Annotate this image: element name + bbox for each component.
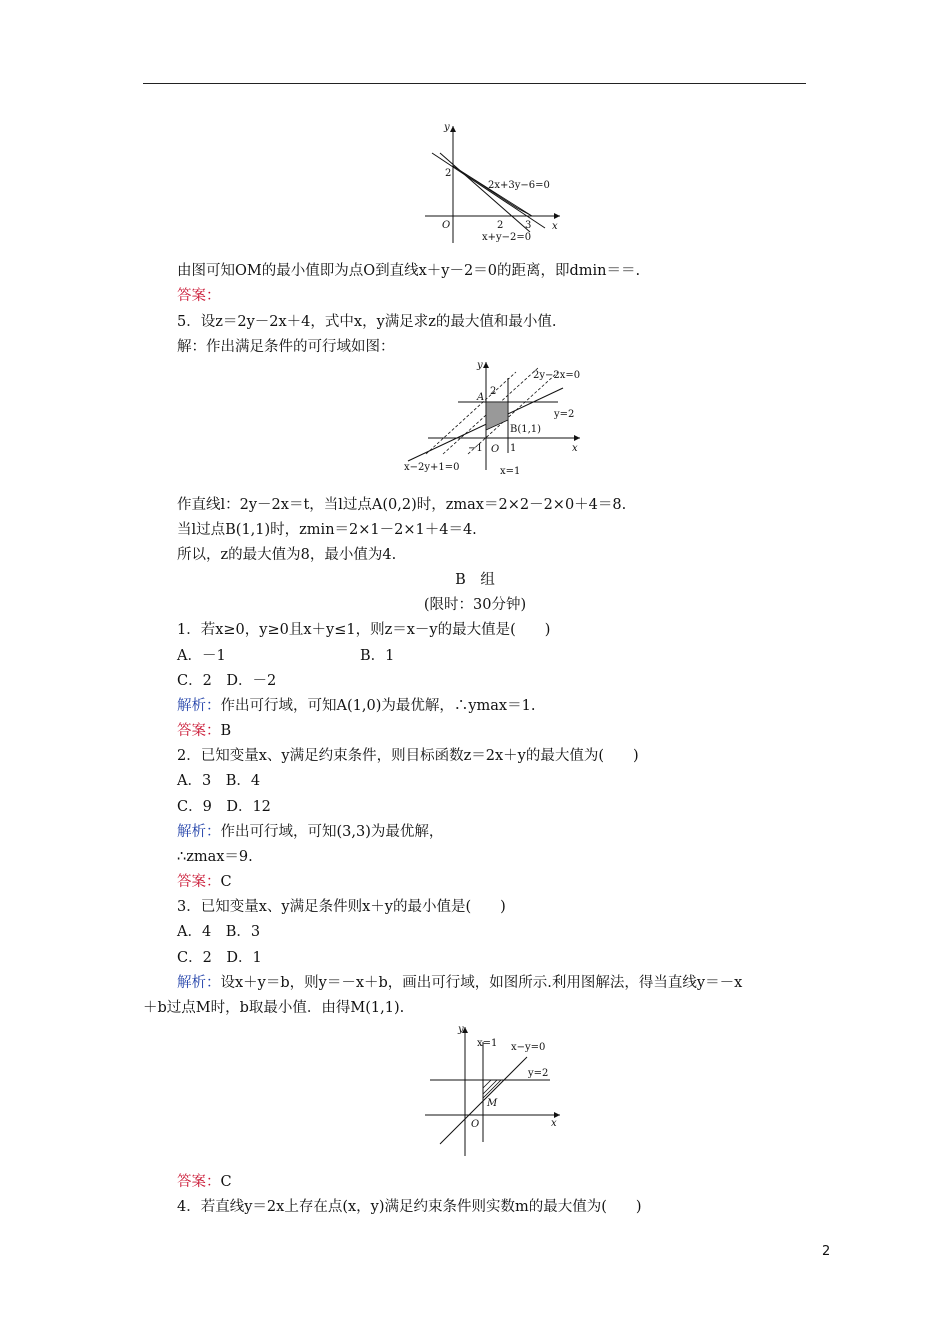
options-cd: C．2 D．1 <box>177 950 262 966</box>
header-rule <box>143 83 806 84</box>
fig3-x-label: x <box>551 1118 557 1129</box>
fig2-tick-y2: 2 <box>490 386 497 397</box>
fig1-y-label: y <box>444 122 450 133</box>
solution-text: 解：作出满足条件的可行域如图： <box>177 339 395 355</box>
option-b: B．1 <box>360 648 395 664</box>
fig1-line2-label: x+y−2=0 <box>482 232 532 243</box>
answer-line <box>177 721 231 741</box>
answer-value: C <box>220 874 232 890</box>
fig2-origin-label: O <box>491 444 500 455</box>
options-ab: A．3 B．4 <box>177 773 261 789</box>
fig1-tick-x3: 3 <box>525 220 532 231</box>
page-number: 2 <box>822 1244 831 1259</box>
fig3-y-label: y <box>458 1024 464 1035</box>
text-line: ＋b过点M时，b取最小值．由得M(1,1). <box>143 1000 405 1016</box>
question-5: 5．设z＝2y－2x＋4，式中x，y满足求z的最大值和最小值. <box>177 314 557 330</box>
analysis-text: 作出可行域，可知A(1,0)为最优解，∴ymax＝1. <box>220 698 536 714</box>
fig1-tick-y2: 2 <box>445 168 452 179</box>
fig2-line2-label: y=2 <box>554 409 575 420</box>
fig3-line2-label: x−y=0 <box>511 1042 546 1053</box>
text-line: 由图可知OM的最小值即为点O到直线x＋y－2＝0的距离，即dmin＝＝. <box>177 263 641 279</box>
fig2-tick-xm1: −1 <box>468 443 483 454</box>
fig1-tick-x2: 2 <box>497 220 504 231</box>
fig3-origin-label: O <box>471 1119 480 1130</box>
fig3-point-m: M <box>487 1098 498 1109</box>
options-ab: A．4 B．3 <box>177 924 261 940</box>
fig1-line1-label: 2x+3y−6=0 <box>488 180 550 191</box>
answer-value: C <box>220 1174 232 1190</box>
figure-feasible-region-1 <box>420 118 570 248</box>
analysis-text: 作出可行域，可知(3,3)为最优解， <box>220 824 444 840</box>
analysis-line <box>177 822 443 842</box>
fig3-line3-label: y=2 <box>528 1068 549 1079</box>
answer-line <box>177 1172 232 1192</box>
answer-value: B <box>220 723 232 739</box>
answer-label: 答案： <box>177 723 221 739</box>
options-cd: C．9 D．12 <box>177 799 271 815</box>
options-cd: C．2 D．－2 <box>177 673 277 689</box>
time-limit: (限时：30分钟) <box>423 597 527 613</box>
answer-label: 答案： <box>177 1174 221 1190</box>
fig2-point-a: A <box>477 392 485 403</box>
fig3-line1-label: x=1 <box>477 1038 498 1049</box>
question-2: 2．已知变量x、y满足约束条件，则目标函数z＝2x＋y的最大值为( ) <box>177 748 639 764</box>
analysis-line <box>177 696 535 716</box>
fig1-x-label: x <box>552 221 558 232</box>
fig1-origin-label: O <box>442 220 451 231</box>
text-line: 作直线l：2y－2x＝t，当l过点A(0,2)时，zmax＝2×2－2×0＋4＝8. <box>177 497 627 513</box>
figure-feasible-region-3 <box>425 1022 565 1157</box>
fig2-x-label: x <box>572 443 578 454</box>
fig2-line1-label: 2y−2x=0 <box>533 370 581 381</box>
figure-feasible-region-2 <box>398 358 588 476</box>
section-heading: B 组 <box>455 572 495 588</box>
question-1: 1．若x≥0，y≥0且x＋y≤1，则z＝x－y的最大值是( ) <box>177 622 551 638</box>
fig2-point-b: B(1,1) <box>510 424 542 435</box>
answer-label: 答案： <box>177 288 221 304</box>
analysis-line <box>177 973 742 993</box>
option-a: A．－1 <box>177 648 226 664</box>
text-line: 所以，z的最大值为8，最小值为4. <box>177 547 397 563</box>
fig2-line4-label: x=1 <box>500 466 521 476</box>
answer-line <box>177 872 232 892</box>
analysis-label: 解析： <box>177 824 221 840</box>
answer-label: 答案： <box>177 874 221 890</box>
text-line: ∴zmax＝9. <box>177 849 253 865</box>
question-4: 4．若直线y＝2x上存在点(x，y)满足约束条件则实数m的最大值为( ) <box>177 1199 642 1215</box>
question-3: 3．已知变量x、y满足条件则x＋y的最小值是( ) <box>177 899 506 915</box>
text-line: 当l过点B(1,1)时，zmin＝2×1－2×1＋4＝4. <box>177 522 477 538</box>
fig2-line3-label: x−2y+1=0 <box>404 462 460 473</box>
analysis-label: 解析： <box>177 975 221 991</box>
fig2-y-label: y <box>477 360 483 371</box>
fig2-tick-x1: 1 <box>510 443 517 454</box>
analysis-text: 设x＋y＝b，则y＝－x＋b，画出可行域，如图所示.利用图解法，得当直线y＝－x <box>220 975 743 991</box>
analysis-label: 解析： <box>177 698 221 714</box>
